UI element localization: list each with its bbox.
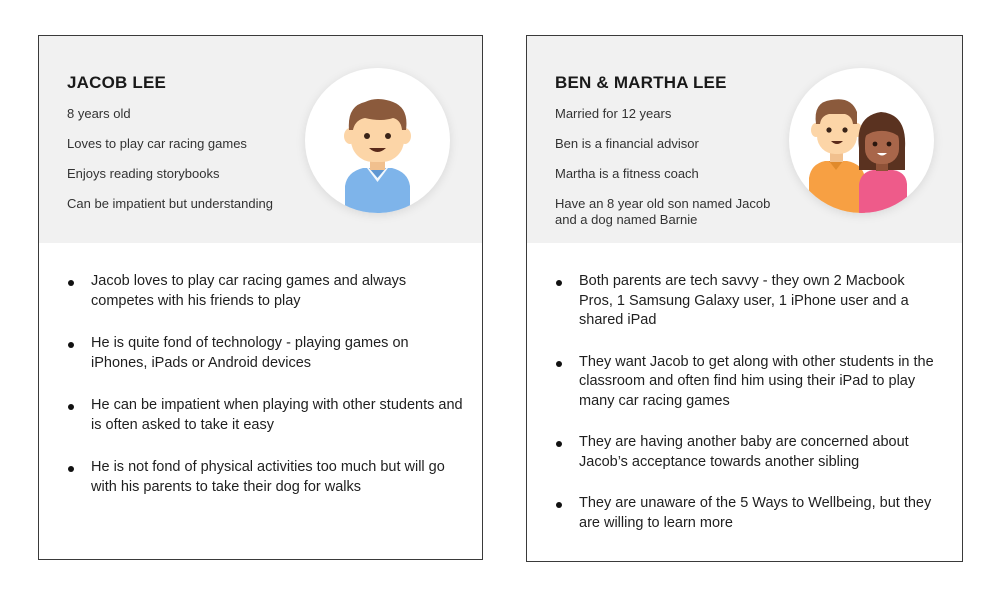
list-item-text: He is not fond of physical activities too much but will go with his parents to take their dog for walks xyxy=(91,459,445,495)
bullet-icon xyxy=(556,280,562,286)
persona-facts-list xyxy=(555,106,795,242)
list-item-text: They are having another baby are concerned about Jacob’s acceptance towards another sibling xyxy=(579,434,909,470)
fact-item: Martha is a fitness coach xyxy=(555,166,699,181)
persona-bullet-list xyxy=(67,272,467,520)
list-item xyxy=(67,334,467,373)
list-item xyxy=(67,396,467,435)
persona-name: JACOB LEE xyxy=(67,73,167,92)
list-item-text: He can be impatient when playing with other students and is often asked to take it easy xyxy=(91,397,463,433)
list-item-text: Both parents are tech savvy - they own 2 Macbook Pros, 1 Samsung Galaxy user, 1 iPhone user and a shared iPad xyxy=(579,273,909,328)
persona-facts-list xyxy=(67,106,307,226)
bullet-icon xyxy=(556,502,562,508)
avatar xyxy=(789,68,934,213)
list-item xyxy=(555,433,940,472)
bullet-icon xyxy=(68,404,74,410)
bullet-icon xyxy=(556,441,562,447)
persona-header xyxy=(527,36,962,243)
list-item xyxy=(555,353,940,412)
fact-item: 8 years old xyxy=(67,106,131,121)
fact-item: Can be impatient but understanding xyxy=(67,196,273,211)
fact-item: Enjoys reading storybooks xyxy=(67,166,220,181)
bullet-icon xyxy=(556,361,562,367)
boy-avatar-icon xyxy=(305,68,450,213)
bullet-icon xyxy=(68,280,74,286)
fact-item: Ben is a financial advisor xyxy=(555,136,699,151)
persona-header xyxy=(39,36,482,243)
list-item xyxy=(555,494,940,533)
persona-card-jacob xyxy=(38,35,483,560)
fact-item: Loves to play car racing games xyxy=(67,136,247,151)
list-item-text: He is quite fond of technology - playing games on iPhones, iPads or Android devices xyxy=(91,335,409,371)
list-item-text: Jacob loves to play car racing games and always competes with his friends to play xyxy=(91,273,407,309)
list-item-text: They are unaware of the 5 Ways to Wellbeing, but they are willing to learn more xyxy=(579,495,932,531)
list-item xyxy=(67,458,467,497)
list-item xyxy=(67,272,467,311)
bullet-icon xyxy=(68,342,74,348)
couple-avatar-icon xyxy=(789,68,934,213)
list-item-text: They want Jacob to get along with other students in the classroom and often find him using their iPad to play many car racing games xyxy=(579,353,934,409)
bullet-icon xyxy=(68,466,74,472)
avatar xyxy=(305,68,450,213)
list-item xyxy=(555,272,940,331)
fact-item: Have an 8 year old son named Jacob and a dog named Barnie xyxy=(555,196,771,227)
persona-card-parents xyxy=(526,35,963,562)
persona-name: BEN & MARTHA LEE xyxy=(555,73,727,92)
fact-item: Married for 12 years xyxy=(555,106,672,121)
persona-bullet-list xyxy=(555,272,940,555)
